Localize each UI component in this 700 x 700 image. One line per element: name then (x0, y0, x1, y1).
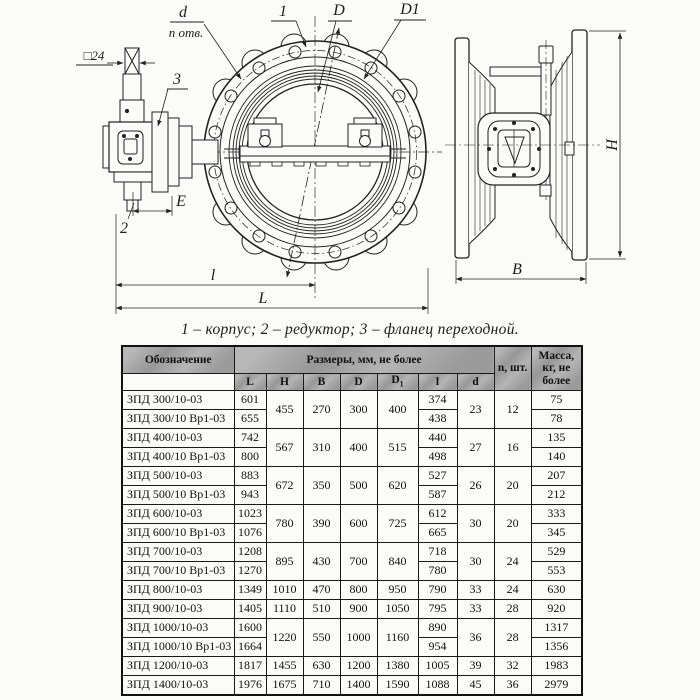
value-cell: 1160 (377, 619, 418, 657)
value-cell: 333 (531, 505, 582, 524)
header-designation: Обозначение (122, 346, 234, 374)
value-cell: 1270 (234, 562, 266, 581)
value-cell: 780 (418, 562, 457, 581)
designation-cell: ЗПД 1400/10-03 (122, 676, 234, 695)
value-cell: 567 (266, 429, 303, 467)
value-cell: 78 (531, 410, 582, 429)
designation-cell: ЗПД 1000/10 Вр1-03 (122, 638, 234, 657)
designation-cell: ЗПД 700/10-03 (122, 543, 234, 562)
value-cell: 655 (234, 410, 266, 429)
value-cell: 800 (234, 448, 266, 467)
subheader-D1: $D_1$ (377, 374, 418, 391)
table-row (122, 581, 582, 600)
value-cell: 795 (418, 600, 457, 619)
value-cell: 920 (531, 600, 582, 619)
spec-table-body (122, 391, 582, 695)
value-cell: 345 (531, 524, 582, 543)
value-cell: 32 (494, 657, 531, 676)
value-cell: 700 (340, 543, 377, 581)
value-cell: 612 (418, 505, 457, 524)
label-B: B (512, 261, 522, 278)
table-row (122, 429, 582, 448)
gearbox-view (76, 48, 218, 237)
label-bolt-holes (169, 4, 241, 79)
value-cell: 1088 (418, 676, 457, 695)
label-L: L (258, 290, 268, 307)
value-cell: 1600 (234, 619, 266, 638)
value-cell: 840 (377, 543, 418, 581)
value-cell: 33 (457, 600, 494, 619)
value-cell: 1076 (234, 524, 266, 543)
value-cell: 630 (303, 657, 340, 676)
label-d: d (179, 4, 187, 21)
value-cell: 790 (418, 581, 457, 600)
value-cell: 630 (531, 581, 582, 600)
table-row (122, 505, 582, 524)
label-part2: 2 (120, 220, 128, 237)
value-cell: 895 (266, 543, 303, 581)
spec-table-header (122, 346, 582, 391)
value-cell: 529 (531, 543, 582, 562)
label-E: E (176, 193, 186, 210)
value-cell: 1000 (340, 619, 377, 657)
value-cell: 2979 (531, 676, 582, 695)
designation-cell: ЗПД 800/10-03 (122, 581, 234, 600)
side-view (445, 30, 626, 284)
value-cell: 430 (303, 543, 340, 581)
value-cell: 400 (377, 391, 418, 429)
value-cell: 710 (303, 676, 340, 695)
value-cell: 883 (234, 467, 266, 486)
subheader-H: H (266, 374, 303, 391)
value-cell: 75 (531, 391, 582, 410)
subheader-d: d (457, 374, 494, 391)
value-cell: 780 (266, 505, 303, 543)
designation-cell: ЗПД 900/10-03 (122, 600, 234, 619)
header-qty: n, шт. (494, 346, 531, 391)
label-n-otv: п отв. (168, 25, 204, 40)
value-cell: 1400 (340, 676, 377, 695)
value-cell: 16 (494, 429, 531, 467)
value-cell: 455 (266, 391, 303, 429)
subheader-B: B (303, 374, 340, 391)
value-cell: 1317 (531, 619, 582, 638)
value-cell: 30 (457, 505, 494, 543)
value-cell: 954 (418, 638, 457, 657)
value-cell: 1590 (377, 676, 418, 695)
value-cell: 36 (457, 619, 494, 657)
value-cell: 725 (377, 505, 418, 543)
label-D: D (333, 2, 345, 19)
value-cell: 1349 (234, 581, 266, 600)
table-row (122, 391, 582, 410)
label-D1: D1 (400, 1, 420, 18)
value-cell: 270 (303, 391, 340, 429)
designation-cell: ЗПД 500/10 Вр1-03 (122, 486, 234, 505)
value-cell: 601 (234, 391, 266, 410)
designation-cell: ЗПД 1000/10-03 (122, 619, 234, 638)
designation-cell: ЗПД 300/10 Вр1-03 (122, 410, 234, 429)
value-cell: 33 (457, 581, 494, 600)
value-cell: 1405 (234, 600, 266, 619)
designation-cell: ЗПД 600/10-03 (122, 505, 234, 524)
value-cell: 440 (418, 429, 457, 448)
value-cell: 45 (457, 676, 494, 695)
value-cell: 310 (303, 429, 340, 467)
value-cell: 1005 (418, 657, 457, 676)
value-cell: 527 (418, 467, 457, 486)
technical-drawing (0, 0, 700, 343)
header-mass: Масса, кг, не более (531, 346, 582, 391)
value-cell: 718 (418, 543, 457, 562)
value-cell: 890 (418, 619, 457, 638)
value-cell: 470 (303, 581, 340, 600)
value-cell: 950 (377, 581, 418, 600)
value-cell: 20 (494, 467, 531, 505)
value-cell: 1976 (234, 676, 266, 695)
value-cell: 374 (418, 391, 457, 410)
value-cell: 672 (266, 467, 303, 505)
value-cell: 1220 (266, 619, 303, 657)
value-cell: 24 (494, 543, 531, 581)
value-cell: 28 (494, 619, 531, 657)
value-cell: 26 (457, 467, 494, 505)
value-cell: 207 (531, 467, 582, 486)
designation-cell: ЗПД 500/10-03 (122, 467, 234, 486)
table-row (122, 619, 582, 638)
table-row (122, 467, 582, 486)
value-cell: 600 (340, 505, 377, 543)
value-cell: 800 (340, 581, 377, 600)
value-cell: 140 (531, 448, 582, 467)
designation-cell: ЗПД 1200/10-03 (122, 657, 234, 676)
value-cell: 1110 (266, 600, 303, 619)
designation-cell: ЗПД 600/10 Вр1-03 (122, 524, 234, 543)
value-cell: 400 (340, 429, 377, 467)
value-cell: 742 (234, 429, 266, 448)
value-cell: 1208 (234, 543, 266, 562)
header-dimensions: Размеры, мм, не более (234, 346, 494, 374)
value-cell: 498 (418, 448, 457, 467)
subheader-D: D (340, 374, 377, 391)
label-square24: □24 (83, 48, 105, 63)
value-cell: 943 (234, 486, 266, 505)
value-cell: 1050 (377, 600, 418, 619)
value-cell: 620 (377, 467, 418, 505)
value-cell: 27 (457, 429, 494, 467)
value-cell: 12 (494, 391, 531, 429)
table-row (122, 600, 582, 619)
table-row (122, 543, 582, 562)
value-cell: 350 (303, 467, 340, 505)
value-cell: 900 (340, 600, 377, 619)
value-cell: 36 (494, 676, 531, 695)
value-cell: 39 (457, 657, 494, 676)
designation-cell: ЗПД 300/10-03 (122, 391, 234, 410)
label-part1: 1 (279, 3, 287, 20)
value-cell: 135 (531, 429, 582, 448)
value-cell: 1817 (234, 657, 266, 676)
value-cell: 24 (494, 581, 531, 600)
value-cell: 1675 (266, 676, 303, 695)
value-cell: 390 (303, 505, 340, 543)
value-cell: 30 (457, 543, 494, 581)
value-cell: 28 (494, 600, 531, 619)
value-cell: 1023 (234, 505, 266, 524)
value-cell: 23 (457, 391, 494, 429)
value-cell: 515 (377, 429, 418, 467)
value-cell: 212 (531, 486, 582, 505)
value-cell: 1200 (340, 657, 377, 676)
value-cell: 510 (303, 600, 340, 619)
table-row (122, 676, 582, 695)
value-cell: 1983 (531, 657, 582, 676)
value-cell: 1664 (234, 638, 266, 657)
label-part3: 3 (173, 71, 181, 88)
label-l: l (210, 267, 216, 284)
value-cell: 300 (340, 391, 377, 429)
value-cell: 550 (303, 619, 340, 657)
subheader-L: L (234, 374, 266, 391)
value-cell: 665 (418, 524, 457, 543)
spec-table (121, 345, 583, 696)
value-cell: 553 (531, 562, 582, 581)
value-cell: 20 (494, 505, 531, 543)
value-cell: 587 (418, 486, 457, 505)
label-H: H (604, 139, 621, 151)
designation-cell: ЗПД 400/10 Вр1-03 (122, 448, 234, 467)
header-designation-blank (122, 374, 234, 391)
value-cell: 438 (418, 410, 457, 429)
value-cell: 1455 (266, 657, 303, 676)
subheader-l: l (418, 374, 457, 391)
value-cell: 500 (340, 467, 377, 505)
drawing-caption: 1 – корпус; 2 – редуктор; 3 – фланец переходной. (181, 321, 519, 338)
designation-cell: ЗПД 400/10-03 (122, 429, 234, 448)
table-row (122, 657, 582, 676)
value-cell: 1010 (266, 581, 303, 600)
value-cell: 1380 (377, 657, 418, 676)
value-cell: 1356 (531, 638, 582, 657)
designation-cell: ЗПД 700/10 Вр1-03 (122, 562, 234, 581)
